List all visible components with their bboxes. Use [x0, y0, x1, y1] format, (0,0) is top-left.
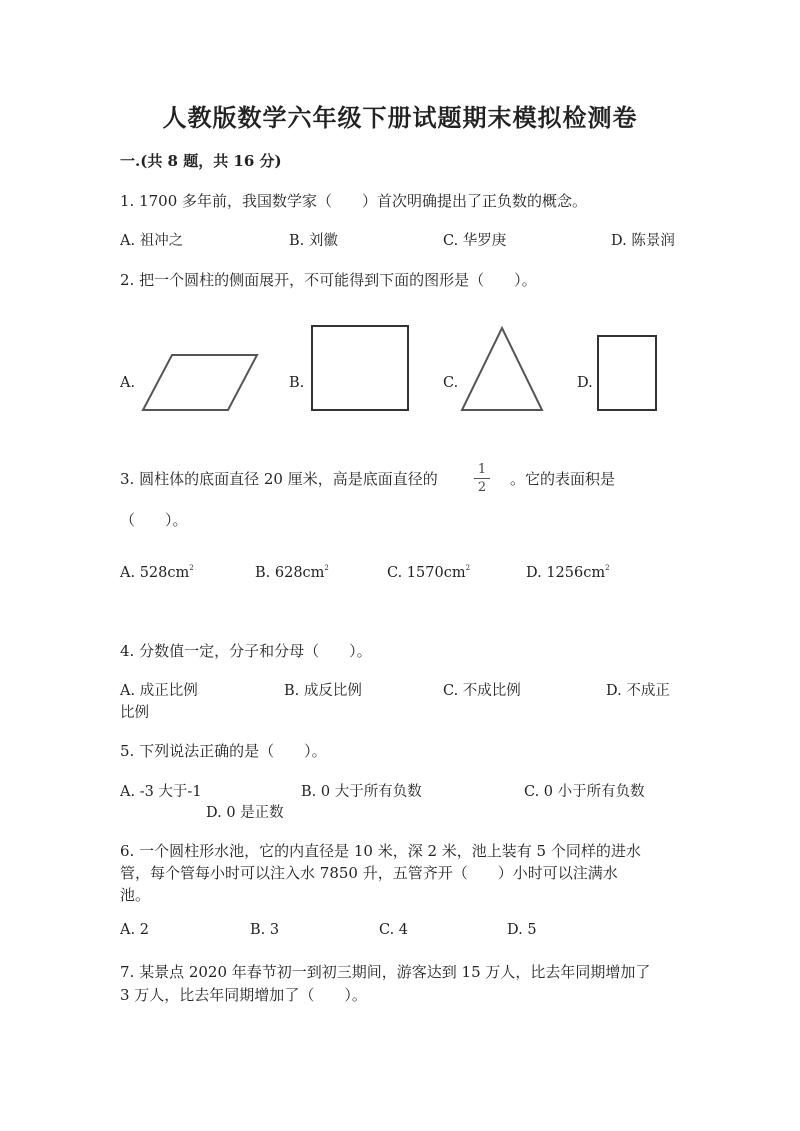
q2-label-b[interactable]: B.: [289, 375, 305, 391]
q1-option-d[interactable]: D. 陈景润: [611, 233, 675, 249]
q3-option-d[interactable]: D. $1256cm^2$: [526, 564, 610, 581]
q5-option-d[interactable]: D. 0 是正数: [206, 805, 284, 821]
question-6-line-2: 管，每个管每小时可以注入水 7850 升，五管齐开（ ）小时可以注满水: [120, 864, 618, 882]
parallelogram-shape: [143, 355, 257, 410]
question-6-line-1: 6. 一个圆柱形水池，它的内直径是 10 米，深 2 米，池上装有 5 个同样的进水: [120, 842, 641, 860]
rectangle-shape: [598, 336, 656, 410]
q2-label-a[interactable]: A.: [120, 375, 136, 391]
q4-option-b[interactable]: B. 成反比例: [284, 683, 362, 699]
q6-option-b[interactable]: B. 3: [250, 922, 280, 938]
q5-option-b[interactable]: B. 0 大于所有负数: [301, 784, 422, 800]
fraction-denominator: 2: [477, 480, 487, 495]
square-shape: [312, 326, 408, 410]
q6-option-c[interactable]: C. 4: [379, 922, 409, 938]
question-3-text-cont: 。它的表面积是: [510, 470, 616, 488]
question-6-line-3: 池。: [120, 886, 151, 904]
q4-option-d-wrap: 比例: [120, 705, 149, 721]
question-1-text: 1. 1700 多年前，我国数学家（ ）首次明确提出了正负数的概念。: [120, 192, 588, 210]
question-5-text: 5. 下列说法正确的是（ ）。: [120, 742, 327, 760]
q1-option-a[interactable]: A. 祖冲之: [120, 233, 184, 249]
q6-option-a[interactable]: A. 2: [120, 922, 149, 938]
fraction-bar: [474, 478, 490, 479]
q3-option-c[interactable]: C. $1570cm^2$: [387, 564, 471, 581]
q3-option-b[interactable]: B. $628cm^2$: [255, 564, 329, 581]
q6-option-d[interactable]: D. 5: [507, 922, 537, 938]
q4-option-a[interactable]: A. 成正比例: [120, 683, 198, 699]
question-7-line-2: 3 万人，比去年同期增加了（ ）。: [120, 986, 367, 1004]
triangle-shape: [462, 328, 542, 410]
q4-option-c[interactable]: C. 不成比例: [443, 683, 521, 699]
q3-option-a[interactable]: A. $528cm^2$: [120, 564, 194, 581]
question-2-text: 2. 把一个圆柱的侧面展开，不可能得到下面的图形是（ ）。: [120, 271, 537, 289]
q2-label-c[interactable]: C.: [443, 375, 459, 391]
q5-option-c[interactable]: C. 0 小于所有负数: [524, 784, 645, 800]
fraction-numerator: 1: [477, 462, 487, 477]
page-title: 人教版数学六年级下册试题期末模拟检测卷: [162, 103, 638, 132]
section-heading: 一.(共 8 题，共 16 分): [120, 152, 282, 170]
q1-option-c[interactable]: C. 华罗庚: [443, 233, 507, 249]
q4-option-d[interactable]: D. 不成正: [606, 683, 670, 699]
question-7-line-1: 7. 某景点 2020 年春节初一到初三期间，游客达到 15 万人，比去年同期增加了: [120, 963, 651, 981]
q2-label-d[interactable]: D.: [577, 375, 593, 391]
question-3-blank: （ ）。: [120, 511, 188, 529]
fraction-one-half: [472, 462, 492, 495]
question-4-text: 4. 分数值一定，分子和分母（ ）。: [120, 642, 372, 660]
q5-option-a[interactable]: A. -3 大于-1: [120, 784, 202, 800]
q1-option-b[interactable]: B. 刘徽: [289, 233, 338, 249]
question-3-text: 3. 圆柱体的底面直径 20 厘米，高是底面直径的: [120, 470, 438, 488]
